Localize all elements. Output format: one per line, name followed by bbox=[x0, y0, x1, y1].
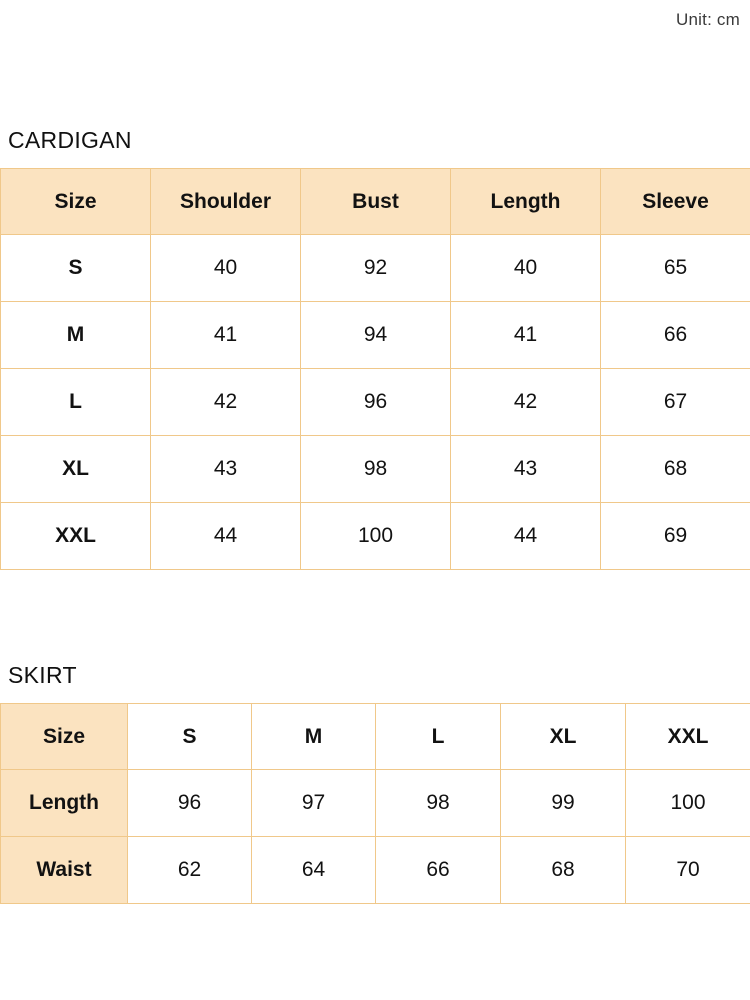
cell-waist-s: 62 bbox=[128, 837, 252, 904]
column-header: Size bbox=[1, 704, 128, 770]
cardigan-section-title: CARDIGAN bbox=[8, 127, 132, 153]
table-header-row bbox=[1, 169, 750, 235]
table-row bbox=[1, 837, 750, 904]
table-row bbox=[1, 503, 750, 570]
cell-sleeve: 65 bbox=[601, 235, 750, 302]
cell-length: 40 bbox=[451, 235, 601, 302]
table-row bbox=[1, 235, 750, 302]
cell-length: 44 bbox=[451, 503, 601, 570]
cell-waist-xl: 68 bbox=[501, 837, 626, 904]
cell-sleeve: 68 bbox=[601, 436, 750, 503]
cell-waist-m: 64 bbox=[252, 837, 376, 904]
column-header: XL bbox=[501, 704, 626, 770]
column-header: Sleeve bbox=[601, 169, 750, 235]
table-row bbox=[1, 369, 750, 436]
cell-length-xxl: 100 bbox=[626, 770, 750, 837]
cell-shoulder: 42 bbox=[151, 369, 301, 436]
cell-length: 41 bbox=[451, 302, 601, 369]
skirt-section-title: SKIRT bbox=[8, 662, 77, 688]
cell-sleeve: 69 bbox=[601, 503, 750, 570]
cell-size: S bbox=[1, 235, 151, 302]
cell-sleeve: 66 bbox=[601, 302, 750, 369]
cell-bust: 92 bbox=[301, 235, 451, 302]
cell-size: XL bbox=[1, 436, 151, 503]
table-row bbox=[1, 302, 750, 369]
column-header: Length bbox=[451, 169, 601, 235]
column-header: M bbox=[252, 704, 376, 770]
cell-bust: 96 bbox=[301, 369, 451, 436]
column-header: XXL bbox=[626, 704, 750, 770]
unit-note: Unit: cm bbox=[676, 10, 740, 29]
cell-bust: 98 bbox=[301, 436, 451, 503]
row-header-waist: Waist bbox=[1, 837, 128, 904]
cell-shoulder: 43 bbox=[151, 436, 301, 503]
column-header: Shoulder bbox=[151, 169, 301, 235]
cell-shoulder: 44 bbox=[151, 503, 301, 570]
column-header: Bust bbox=[301, 169, 451, 235]
cell-length-xl: 99 bbox=[501, 770, 626, 837]
table-row bbox=[1, 436, 750, 503]
row-header-length: Length bbox=[1, 770, 128, 837]
column-header: S bbox=[128, 704, 252, 770]
cell-shoulder: 41 bbox=[151, 302, 301, 369]
cell-length-m: 97 bbox=[252, 770, 376, 837]
table-header-row bbox=[1, 704, 750, 770]
cell-length: 43 bbox=[451, 436, 601, 503]
cell-bust: 100 bbox=[301, 503, 451, 570]
cell-length-l: 98 bbox=[376, 770, 501, 837]
skirt-size-table bbox=[0, 703, 750, 904]
cell-length-s: 96 bbox=[128, 770, 252, 837]
table-row bbox=[1, 770, 750, 837]
cell-waist-xxl: 70 bbox=[626, 837, 750, 904]
column-header: Size bbox=[1, 169, 151, 235]
cell-length: 42 bbox=[451, 369, 601, 436]
cell-waist-l: 66 bbox=[376, 837, 501, 904]
cell-shoulder: 40 bbox=[151, 235, 301, 302]
cell-sleeve: 67 bbox=[601, 369, 750, 436]
cell-size: M bbox=[1, 302, 151, 369]
cell-size: XXL bbox=[1, 503, 151, 570]
column-header: L bbox=[376, 704, 501, 770]
cell-size: L bbox=[1, 369, 151, 436]
cell-bust: 94 bbox=[301, 302, 451, 369]
cardigan-size-table bbox=[0, 168, 750, 570]
